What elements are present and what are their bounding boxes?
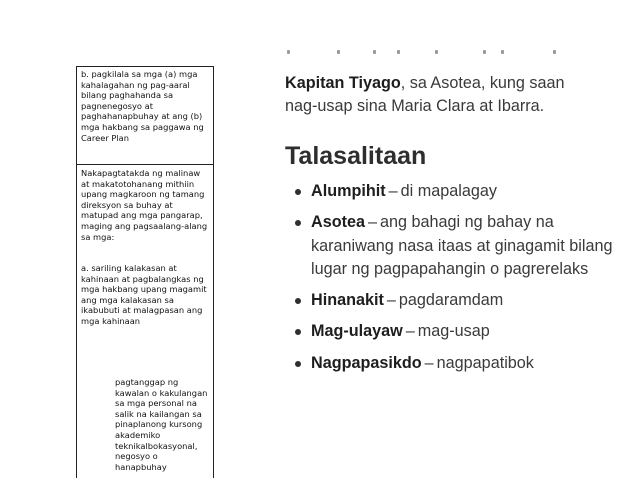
vocabulary-definition: pagdaramdam: [398, 291, 504, 310]
table-cell-indented-item: pagtanggap ng kawalan o kakulangan sa mga personal na salik na kailangan sa pinaplanong kursong akademiko teknikalbokasyonal, negosyo o hanapbuhay: [115, 377, 208, 472]
vocabulary-definition: mag-usap: [417, 322, 490, 341]
section-heading: Talasalitaan: [285, 142, 427, 170]
clipped-text-line: [285, 46, 585, 56]
vocabulary-definition: nagpapatibok: [436, 353, 534, 372]
separator: –: [386, 291, 396, 310]
bullet-icon: [295, 329, 301, 335]
table-cell-text: b. pagkilala sa mga (a) mga kahalagahan ng pag-aaral bilang paghahanda sa pagnenegosyo at paghahanapbuhay at ang (b) mga hakbang sa paggawa ng Career Plan: [81, 69, 204, 143]
vocabulary-term: Hinanakit: [311, 291, 384, 310]
table-cell-row-1: [77, 67, 213, 165]
bullet-icon: [295, 361, 301, 367]
vocabulary-term: Mag-ulayaw: [311, 322, 403, 341]
article-paragraph: [285, 72, 585, 118]
vocabulary-definition: di mapalagay: [400, 182, 497, 200]
separator: –: [388, 182, 398, 200]
competency-table: [76, 66, 214, 478]
vocabulary-term: Asotea: [311, 213, 365, 232]
vocabulary-item: [285, 180, 615, 203]
character-name: Kapitan Tiyago: [285, 74, 401, 92]
vocabulary-item: [285, 289, 615, 312]
table-cell-row-2: [77, 165, 213, 479]
vocabulary-term: Nagpapasikdo: [311, 353, 422, 372]
vocabulary-list: [285, 180, 615, 383]
separator: –: [367, 213, 377, 232]
vocabulary-item: [285, 320, 615, 343]
bullet-icon: [295, 189, 301, 195]
separator: –: [405, 322, 415, 341]
vocabulary-term: Alumpihit: [311, 182, 386, 200]
paragraph-text: , sa Asotea, kung saan nag-usap sina Maria Clara at Ibarra.: [285, 74, 565, 115]
vocabulary-item: [285, 211, 615, 281]
vocabulary-definition: ang bahagi ng bahay na karaniwang nasa itaas at ginagamit bilang lugar ng pagpapahangin o pagrerelaks: [311, 213, 613, 278]
bullet-icon: [295, 220, 301, 226]
separator: –: [424, 353, 434, 372]
bullet-icon: [295, 298, 301, 304]
table-cell-intro-text: Nakapagtatakda ng malinaw at makatotohanang mithiin upang magkaroon ng tamang direksyon sa buhay at matupad ang mga pangarap, maging ang pagsaalang-alang sa mga:: [81, 168, 208, 242]
vocabulary-item: [285, 352, 615, 375]
table-cell-item-a: a. sariling kalakasan at kahinaan at pagbalangkas ng mga hakbang upang magamit ang mga kalakasan sa ikabubuti at malagpasan ang mga kahinaan: [81, 263, 207, 326]
